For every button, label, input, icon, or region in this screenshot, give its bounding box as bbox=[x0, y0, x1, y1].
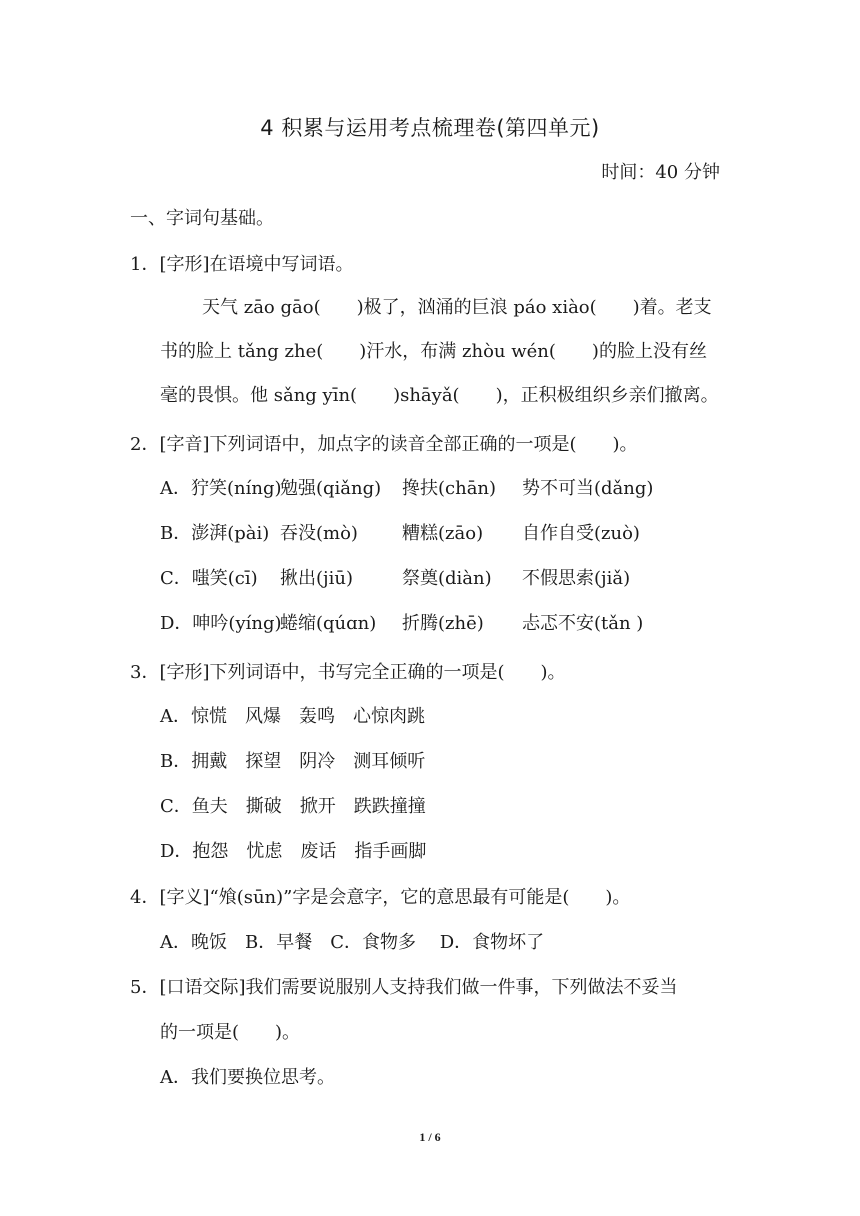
option-word: A．狞笑(níng) bbox=[160, 478, 282, 499]
question-4-options: A．晚饭 B．早餐 C．食物多 D．食物坏了 bbox=[160, 932, 545, 953]
passage-line: 书的脸上 tǎng zhe( )汗水，布满 zhòu wén( )的脸上没有丝 bbox=[160, 341, 707, 362]
option-word: D．呻吟(yíng) bbox=[160, 613, 282, 634]
question-3-stem: 3．[字形]下列词语中，书写完全正确的一项是( )。 bbox=[130, 662, 566, 683]
section-heading: 一、字词句基础。 bbox=[130, 208, 274, 229]
question-3-option-b: B．拥戴 探望 阴冷 测耳倾听 bbox=[160, 751, 426, 772]
option-word: 自作自受(zuò) bbox=[522, 523, 640, 544]
page-number: 1 / 6 bbox=[419, 1130, 441, 1144]
question-2-option-a bbox=[160, 474, 653, 500]
question-5-stem: 5．[口语交际]我们需要说服别人支持我们做一件事，下列做法不妥当 bbox=[130, 977, 678, 998]
question-5-stem-continued: 的一项是( )。 bbox=[160, 1022, 301, 1043]
option-word: 祭奠(diàn) bbox=[402, 568, 492, 589]
question-2-option-b bbox=[160, 519, 640, 545]
page-title: 4 积累与运用考点梳理卷(第四单元) bbox=[260, 116, 600, 140]
option-word: 不假思索(jiǎ) bbox=[522, 568, 631, 589]
passage-line: 毫的畏惧。他 sǎng yīn( )shāyǎ( )，正积极组织乡亲们撤离。 bbox=[160, 385, 719, 406]
option-word: 勉强(qiǎng) bbox=[280, 478, 382, 499]
passage-line: 天气 zāo gāo( )极了，汹涌的巨浪 páo xiào( )着。老支 bbox=[202, 297, 712, 318]
question-3-option-a: A．惊慌 风爆 轰鸣 心惊肉跳 bbox=[160, 706, 425, 727]
option-word: 忐忑不安(tǎn ) bbox=[522, 613, 644, 634]
option-word: 折腾(zhē) bbox=[402, 613, 484, 634]
option-word: 搀扶(chān) bbox=[402, 478, 497, 499]
question-2-stem: 2．[字音]下列词语中，加点字的读音全部正确的一项是( )。 bbox=[130, 434, 638, 455]
option-word: 势不可当(dǎng) bbox=[522, 478, 654, 499]
question-4-stem: 4．[字义]“飧(sūn)”字是会意字，它的意思最有可能是( )。 bbox=[130, 887, 631, 908]
time-limit: 时间：40 分钟 bbox=[601, 162, 720, 183]
question-1-stem: 1．[字形]在语境中写词语。 bbox=[130, 254, 354, 275]
question-1-passage bbox=[130, 286, 730, 418]
option-word: 蜷缩(qúɑn) bbox=[280, 613, 377, 634]
option-word: B．澎湃(pài) bbox=[160, 523, 270, 544]
option-word: 揪出(jiū) bbox=[280, 568, 353, 589]
option-word: 吞没(mò) bbox=[280, 523, 358, 544]
question-2-option-d bbox=[160, 609, 643, 635]
question-2-option-c bbox=[160, 564, 630, 590]
option-word: 糟糕(zāo) bbox=[402, 523, 484, 544]
option-word: C．嗤笑(cī) bbox=[160, 568, 258, 589]
question-3-option-c: C．鱼夫 撕破 掀开 跌跌撞撞 bbox=[160, 796, 426, 817]
question-3-option-d: D．抱怨 忧虑 废话 指手画脚 bbox=[160, 841, 427, 862]
question-5-option-a: A．我们要换位思考。 bbox=[160, 1067, 335, 1088]
